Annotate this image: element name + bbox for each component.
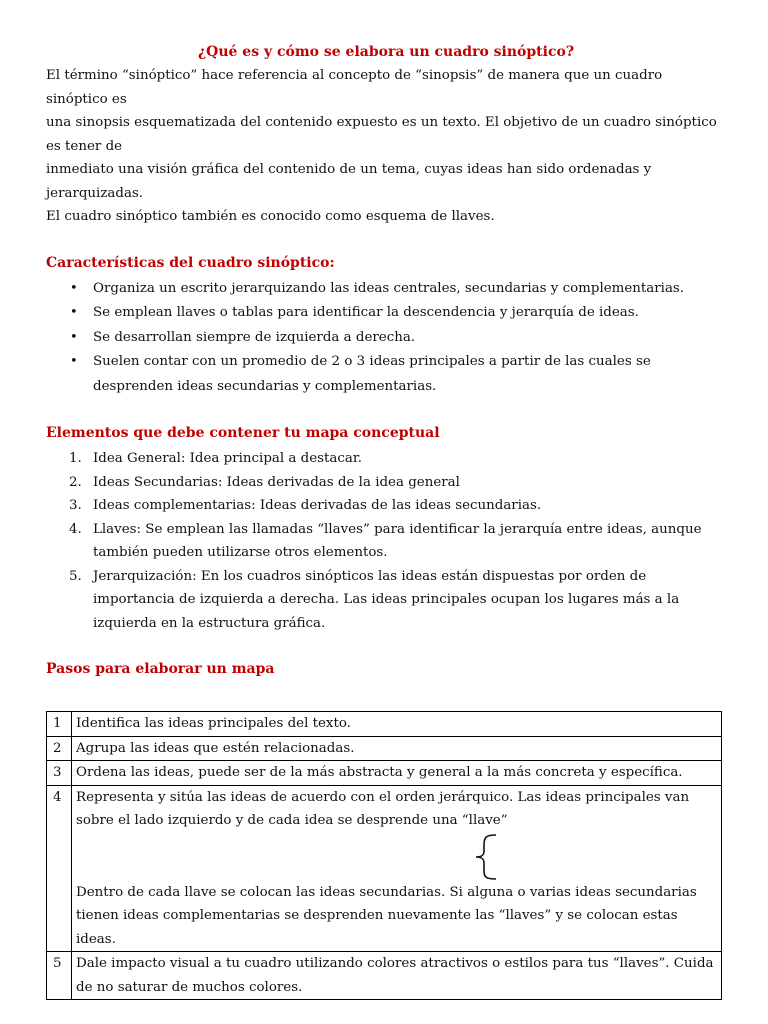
list-item — [46, 350, 726, 399]
step-number: 4 — [47, 785, 72, 952]
list-item-text: Suelen contar con un promedio de 2 o 3 ideas principales a partir de las cuales se desprenden ideas secundarias y complementarias. — [93, 354, 651, 394]
list-item-text: Idea General: Idea principal a destacar. — [93, 451, 363, 466]
list-item — [46, 494, 726, 518]
intro-line: una sinopsis esquematizada del contenido expuesto es un texto. El objetivo de un cuadro sinóptico es tener de — [46, 115, 717, 154]
list-number: 1. — [69, 451, 82, 466]
step-text: Identifica las ideas principales del texto. — [72, 712, 722, 737]
list-item — [46, 277, 726, 302]
list-number: 4. — [69, 521, 82, 537]
table-row — [47, 712, 722, 737]
steps-table — [46, 711, 722, 1000]
bullet-icon: • — [70, 305, 78, 320]
bullet-icon: • — [70, 329, 78, 345]
list-item — [46, 518, 726, 565]
characteristics-list — [46, 277, 726, 400]
bullet-icon: • — [70, 280, 78, 296]
step-number: 1 — [47, 712, 72, 737]
step-number: 3 — [47, 761, 72, 786]
list-item-text: Se desarrollan siempre de izquierda a derecha. — [93, 329, 416, 345]
bullet-icon: • — [70, 354, 78, 369]
list-item — [46, 301, 726, 326]
table-row — [47, 761, 722, 786]
steps-heading: Pasos para elaborar un mapa — [46, 661, 275, 677]
elements-list — [46, 447, 726, 635]
page-title: ¿Qué es y cómo se elabora un cuadro sinóptico? — [197, 44, 575, 60]
list-item — [46, 565, 726, 636]
list-item-text: Organiza un escrito jerarquizando las ideas centrales, secundarias y complementarias. — [93, 280, 685, 296]
elements-heading: Elementos que debe contener tu mapa conceptual — [46, 425, 440, 441]
list-item-text: Jerarquización: En los cuadros sinópticos las ideas están dispuestas por orden de importancia de izquierda a derecha. Las ideas principales ocupan los lugares más a la izquierda en la estructura gráfica. — [93, 568, 680, 631]
step-text: Representa y sitúa las ideas de acuerdo con el orden jerárquico. Las ideas principales van sobre el lado izquierdo y de cada idea se desprende una “llave” — [76, 789, 690, 828]
intro-line: inmediato una visión gráfica del contenido de un tema, cuyas ideas han sido ordenadas y jerarquizadas. — [46, 162, 652, 201]
list-item-text: Llaves: Se emplean las llamadas “llaves” para identificar la jerarquía entre ideas, aunque también pueden utilizarse otros elementos. — [93, 521, 702, 560]
steps-section — [46, 657, 726, 1000]
list-number: 2. — [69, 474, 82, 490]
intro-line: El término “sinóptico” hace referencia al concepto de “sinopsis” de manera que un cuadro sinóptico es — [46, 68, 663, 107]
list-item — [46, 326, 726, 351]
list-item — [46, 447, 726, 471]
list-item-text: Se emplean llaves o tablas para identificar la descendencia y jerarquía de ideas. — [93, 305, 639, 320]
step-number: 5 — [47, 952, 72, 1000]
characteristics-section — [46, 251, 726, 400]
list-number: 5. — [69, 568, 82, 584]
table-row — [47, 736, 722, 761]
document-page — [46, 40, 726, 1000]
intro-paragraph — [46, 64, 726, 229]
table-row — [47, 785, 722, 952]
step-text: Dale impacto visual a tu cuadro utilizando colores atractivos o estilos para tus “llaves”. Cuida de no saturar de muchos colores. — [72, 952, 722, 1000]
step-number: 2 — [47, 736, 72, 761]
list-item — [46, 471, 726, 495]
brace-illustration — [76, 833, 717, 881]
elements-section — [46, 421, 726, 635]
characteristics-heading: Características del cuadro sinóptico: — [46, 254, 335, 271]
list-item-text: Ideas complementarias: Ideas derivadas de las ideas secundarias. — [93, 498, 542, 513]
intro-line: El cuadro sinóptico también es conocido como esquema de llaves. — [46, 209, 495, 224]
step-text: Ordena las ideas, puede ser de la más abstracta y general a la más concreta y específica. — [72, 761, 722, 786]
step-text-secondary: Dentro de cada llave se colocan las ideas secundarias. Si alguna o varias ideas secundarias tienen ideas complementarias se desprenden nuevamente las “llaves” y se colocan estas ideas. — [76, 884, 697, 947]
curly-brace-icon — [466, 833, 500, 881]
list-item-text: Ideas Secundarias: Ideas derivadas de la idea general — [93, 474, 460, 490]
list-number: 3. — [69, 498, 82, 513]
step-text: Agrupa las ideas que estén relacionadas. — [72, 736, 722, 761]
table-row — [47, 952, 722, 1000]
step-cell — [72, 785, 722, 952]
